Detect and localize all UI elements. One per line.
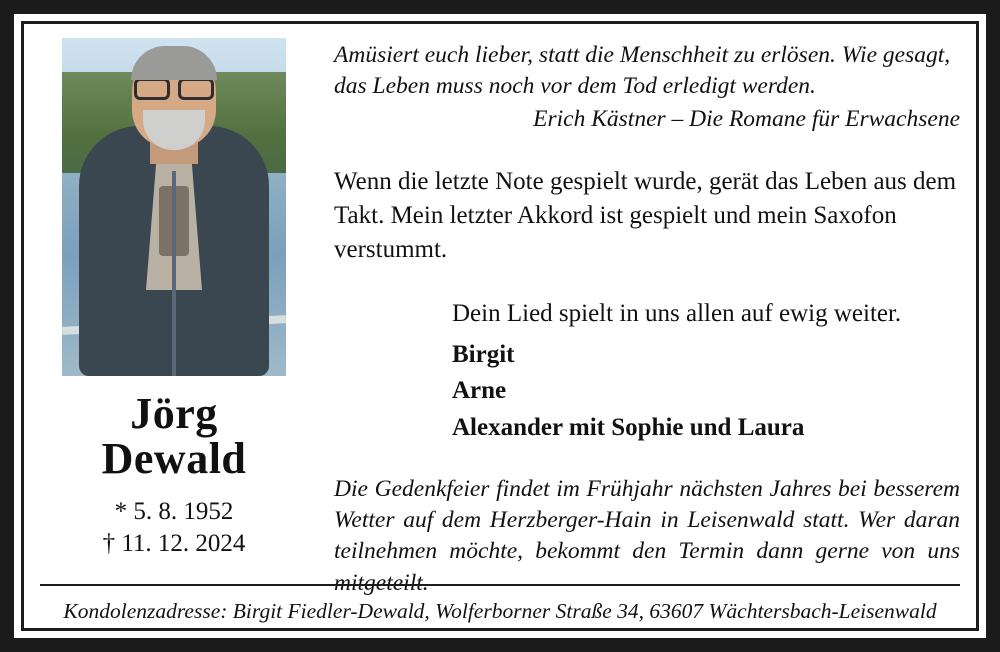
epigraph-quote: Amüsiert euch lieber, statt die Menschheit zu erlösen. Wie gesagt, das Leben muss noch vor dem Tod erledigt werden. xyxy=(334,42,951,100)
memorial-verse: Wenn die letzte Note gespielt wurde, gerät das Leben aus dem Takt. Mein letzter Akkord ist gespielt und mein Saxofon verstummt. xyxy=(334,168,957,264)
right-column xyxy=(308,32,960,599)
epigraph-source: Erich Kästner – Die Romane für Erwachsene xyxy=(533,106,960,133)
photo-jacket-zipper xyxy=(172,171,176,376)
condolence-address: Kondolenzadresse: Birgit Fiedler-Dewald, Wolferborner Straße 34, 63607 Wächtersbach-Leisenwald xyxy=(63,599,937,624)
portrait-photo xyxy=(62,38,286,376)
last-name: Dewald xyxy=(101,433,247,483)
first-name: Jörg xyxy=(130,389,218,438)
survivor-name: Alexander mit Sophie und Laura xyxy=(452,413,805,441)
footer-divider xyxy=(40,584,960,586)
deceased-name xyxy=(101,389,247,483)
memorial-service-notice: Die Gedenkfeier findet im Frühjahr nächsten Jahres bei besserem Wetter auf dem Herzberger-Hain in Leisenwald statt. Wer daran teilnehmen möchte, bekommt den Termin dann gerne von uns mitgeteilt. xyxy=(334,475,960,596)
death-date: † 11. 12. 2024 xyxy=(102,529,246,557)
two-column-layout xyxy=(40,32,960,596)
survivor-name: Arne xyxy=(452,377,507,405)
life-dates xyxy=(103,496,246,560)
survivor-name: Birgit xyxy=(452,341,515,369)
birth-date: * 5. 8. 1952 xyxy=(114,497,234,525)
obituary-content xyxy=(14,14,986,638)
left-column xyxy=(40,32,308,560)
survivors-list xyxy=(334,337,960,446)
dedication-line: Dein Lied spielt in uns allen auf ewig weiter. xyxy=(452,300,902,328)
